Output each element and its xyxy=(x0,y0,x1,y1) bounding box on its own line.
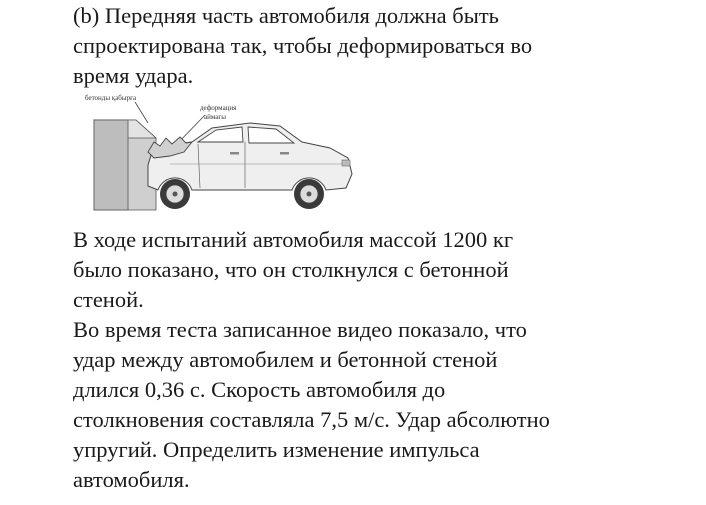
problem-line: В ходе испытаний автомобиля массой 1200 кг xyxy=(73,227,514,252)
deformation-label-line1: деформация xyxy=(200,104,237,112)
intro-paragraph xyxy=(73,1,532,91)
intro-line: (b) Передняя часть автомобиля должна быть xyxy=(73,3,499,28)
rear-wheel xyxy=(294,179,324,209)
problem-line: Во время теста записанное видео показало, что xyxy=(73,317,527,342)
intro-line: время удара. xyxy=(73,63,194,88)
concrete-wall xyxy=(94,120,156,210)
deformation-label-line2: аймағы xyxy=(204,113,226,121)
problem-line: упругий. Определить изменение импульса xyxy=(73,437,480,462)
problem-paragraph xyxy=(73,225,550,495)
problem-line: стеной. xyxy=(73,287,144,312)
problem-line: удар между автомобилем и бетонной стеной xyxy=(73,347,498,372)
car-crash-illustration xyxy=(80,90,370,220)
problem-line: столкновения составляла 7,5 м/с. Удар абсолютно xyxy=(73,407,550,432)
problem-line: длился 0,36 с. Скорость автомобиля до xyxy=(73,377,446,402)
problem-line: было показано, что он столкнулся с бетонной xyxy=(73,257,509,282)
problem-line: автомобиля. xyxy=(73,467,190,492)
wall-label: бетонды қабырға xyxy=(85,94,137,102)
intro-line: спроектирована так, чтобы деформироваться во xyxy=(73,33,533,58)
wall-leader-line xyxy=(135,102,148,123)
front-wheel xyxy=(160,179,190,209)
